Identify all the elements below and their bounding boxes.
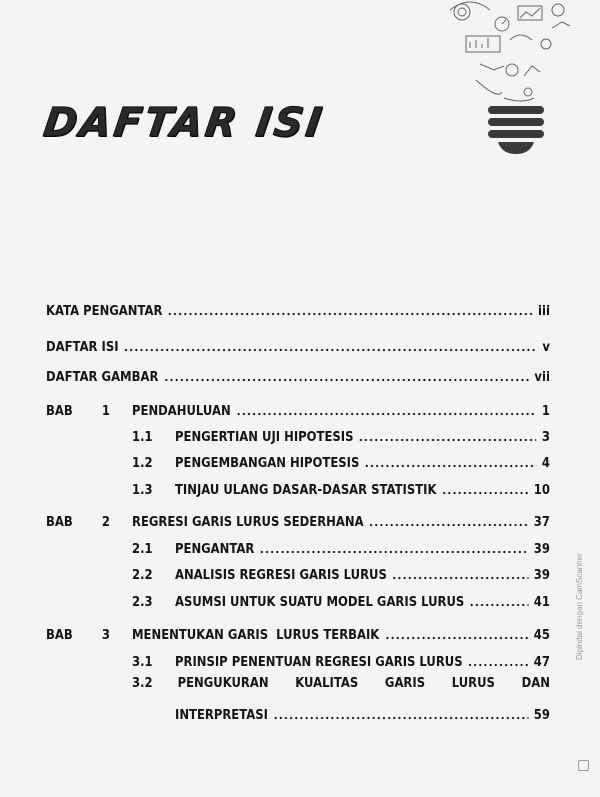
lightbulb-illustration-icon (440, 0, 600, 160)
chapter-number: 1 (101, 403, 110, 419)
toc-label: ASUMSI UNTUK SUATU MODEL GARIS LURUS (175, 594, 465, 610)
toc-label: PENGANTAR (175, 541, 255, 557)
toc-page: 59 (533, 707, 550, 723)
section-heading (132, 429, 353, 445)
toc-entry-daftar-isi[interactable] (46, 333, 550, 355)
section-number: 1.3 (132, 482, 153, 498)
section-number: 3.1 (132, 654, 153, 670)
toc-chapter-2[interactable] (46, 508, 550, 530)
toc-section-2-2[interactable] (132, 561, 550, 583)
toc-page: 37 (533, 514, 550, 530)
section-heading (132, 455, 359, 471)
toc-section-1-1[interactable] (132, 423, 550, 445)
toc-chapter-3[interactable] (46, 621, 550, 643)
chapter-heading (46, 514, 364, 530)
toc-label: MENENTUKAN GARIS LURUS TERBAIK (132, 627, 380, 643)
chapter-heading (46, 403, 231, 419)
toc-label: ANALISIS REGRESI GARIS LURUS (175, 567, 387, 583)
dot-leader (124, 348, 536, 352)
toc-label: PRINSIP PENENTUAN REGRESI GARIS LURUS (175, 654, 463, 670)
toc-page: iii (538, 303, 550, 319)
toc-label: PENGUKURAN KUALITAS GARIS LURUS DAN (177, 675, 550, 691)
toc-page: 10 (533, 482, 550, 498)
toc-label: DAFTAR ISI (46, 339, 119, 355)
section-number: 2.2 (132, 567, 153, 583)
toc-label: INTERPRETASI (175, 707, 268, 723)
toc-page: 1 (541, 403, 550, 419)
page-title: DAFTAR ISI (40, 100, 328, 146)
section-heading (132, 707, 268, 723)
section-number: 1.1 (132, 429, 153, 445)
toc-page: 3 (541, 429, 550, 445)
toc-chapter-1[interactable] (46, 397, 550, 419)
scanner-watermark: Dipindai dengan CamScanner (575, 553, 584, 660)
toc-section-1-3[interactable] (132, 476, 550, 498)
toc-page: v (542, 339, 550, 355)
toc-label: DAFTAR GAMBAR (46, 369, 159, 385)
section-heading (132, 567, 387, 583)
chapter-number: 3 (101, 627, 110, 643)
dot-leader (273, 716, 529, 720)
toc-page: 47 (533, 654, 550, 670)
toc-label: PENGERTIAN UJI HIPOTESIS (175, 429, 354, 445)
toc-label: REGRESI GARIS LURUS SEDERHANA (132, 514, 364, 530)
dot-leader (442, 491, 529, 495)
dot-leader (384, 636, 528, 640)
toc-label: KATA PENGANTAR (46, 303, 163, 319)
dot-leader (236, 412, 536, 416)
section-heading (132, 594, 464, 610)
dot-leader (468, 663, 529, 667)
toc-label-line-1 (132, 675, 550, 691)
section-number: 3.2 (132, 675, 153, 691)
toc-entry-daftar-gambar[interactable] (46, 363, 550, 385)
section-number: 1.2 (132, 455, 153, 471)
toc-label: PENGEMBANGAN HIPOTESIS (175, 455, 360, 471)
toc-page: 41 (533, 594, 550, 610)
section-heading (132, 654, 463, 670)
toc-page: 45 (533, 627, 550, 643)
toc-page: vii (534, 369, 550, 385)
chapter-word: BAB (46, 627, 73, 643)
dot-leader (164, 378, 530, 382)
toc-label: TINJAU ULANG DASAR-DASAR STATISTIK (175, 482, 437, 498)
chapter-heading (46, 627, 379, 643)
dot-leader (259, 550, 528, 554)
dot-leader (359, 438, 537, 442)
section-number: 2.1 (132, 541, 153, 557)
dot-leader (168, 312, 533, 316)
toc-page: 39 (533, 541, 550, 557)
toc-section-3-1[interactable] (132, 648, 550, 670)
dot-leader (369, 523, 529, 527)
dot-leader (469, 603, 528, 607)
toc-entry-kata-pengantar[interactable] (46, 297, 550, 319)
toc-page: 39 (533, 567, 550, 583)
dot-leader (364, 464, 536, 468)
chapter-word: BAB (46, 514, 73, 530)
toc-section-1-2[interactable] (132, 449, 550, 471)
chapter-word: BAB (46, 403, 73, 419)
toc-section-2-1[interactable] (132, 535, 550, 557)
section-heading (132, 482, 436, 498)
section-heading (132, 541, 254, 557)
chapter-number: 2 (101, 514, 110, 530)
toc-page: 4 (541, 455, 550, 471)
section-number: 2.3 (132, 594, 153, 610)
toc-section-3-2-line-2[interactable] (132, 701, 550, 723)
toc-label: PENDAHULUAN (132, 403, 231, 419)
toc-section-2-3[interactable] (132, 588, 550, 610)
toc-section-3-2[interactable] (132, 675, 550, 691)
camscanner-icon (578, 760, 589, 771)
dot-leader (392, 576, 529, 580)
